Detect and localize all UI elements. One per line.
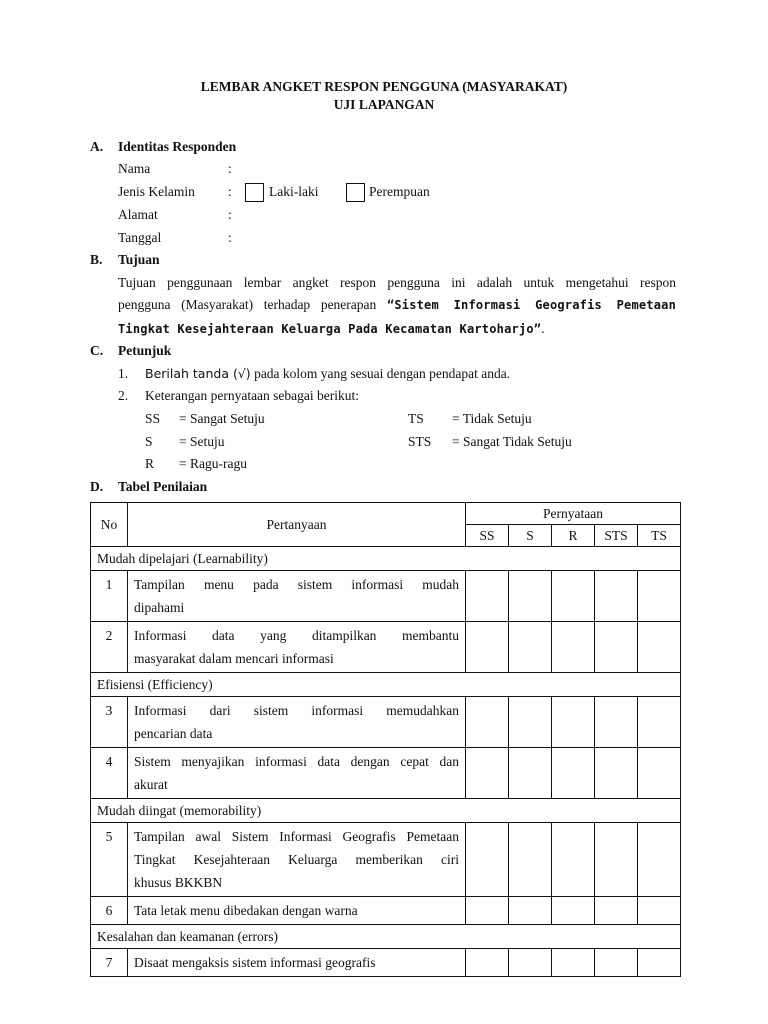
rating-cell[interactable] bbox=[509, 949, 552, 977]
row-question bbox=[128, 697, 466, 748]
rating-cell[interactable] bbox=[595, 571, 638, 622]
legend-meaning: = Tidak Setuju bbox=[452, 411, 532, 426]
row-number: 4 bbox=[91, 748, 128, 799]
question-line: pencarian data bbox=[134, 726, 213, 741]
table-header-rating: R bbox=[552, 525, 595, 547]
option-male-label: Laki-laki bbox=[269, 184, 319, 199]
rating-cell[interactable] bbox=[552, 748, 595, 799]
row-number: 5 bbox=[91, 823, 128, 897]
row-number: 3 bbox=[91, 697, 128, 748]
field-colon: : bbox=[228, 207, 232, 222]
group-title: Mudah diingat (memorability) bbox=[91, 799, 681, 823]
checkbox-female[interactable] bbox=[346, 183, 365, 202]
question-line: Informasi dari sistem informasi memudahkan bbox=[134, 703, 459, 718]
legend-code: R bbox=[145, 456, 155, 471]
rating-cell[interactable] bbox=[466, 949, 509, 977]
rating-cell[interactable] bbox=[552, 697, 595, 748]
rating-cell[interactable] bbox=[509, 697, 552, 748]
section-c-letter: C. bbox=[90, 343, 104, 358]
row-number: 7 bbox=[91, 949, 128, 977]
row-question bbox=[128, 949, 466, 977]
section-d-title: Tabel Penilaian bbox=[118, 479, 208, 494]
field-label-name: Nama bbox=[118, 161, 151, 176]
purpose-line-1: Tujuan penggunaan lembar angket respon pengguna ini adalah untuk mengetahui respon bbox=[118, 275, 676, 290]
field-colon: : bbox=[228, 184, 232, 199]
table-row bbox=[91, 697, 681, 748]
instruction-2: Keterangan pernyataan sebagai berikut: bbox=[145, 388, 360, 403]
group-title: Kesalahan dan keamanan (errors) bbox=[91, 925, 681, 949]
rating-cell[interactable] bbox=[638, 571, 681, 622]
question-line: khusus BKKBN bbox=[134, 875, 223, 890]
legend-code: SS bbox=[145, 411, 161, 426]
rating-cell[interactable] bbox=[466, 571, 509, 622]
rating-cell[interactable] bbox=[638, 949, 681, 977]
section-a-title: Identitas Responden bbox=[118, 139, 237, 154]
section-a-letter: A. bbox=[90, 139, 104, 154]
purpose-system-name-cont: Tingkat Kesejahteraan Keluarga Pada Kecamatan Kartoharjo” bbox=[118, 322, 542, 336]
row-question bbox=[128, 897, 466, 925]
purpose-text: pengguna (Masyarakat) terhadap penerapan bbox=[118, 297, 377, 312]
group-title: Efisiensi (Efficiency) bbox=[91, 673, 681, 697]
row-number: 1 bbox=[91, 571, 128, 622]
purpose-line-2 bbox=[118, 297, 676, 313]
instruction-1-text: pada kolom yang sesuai dengan pendapat anda. bbox=[254, 366, 511, 381]
table-row bbox=[91, 622, 681, 673]
row-question bbox=[128, 622, 466, 673]
rating-cell[interactable] bbox=[638, 622, 681, 673]
row-number: 2 bbox=[91, 622, 128, 673]
rating-cell[interactable] bbox=[552, 823, 595, 897]
row-number: 6 bbox=[91, 897, 128, 925]
document-title: LEMBAR ANGKET RESPON PENGGUNA (MASYARAKAT) bbox=[200, 79, 568, 94]
row-question bbox=[128, 571, 466, 622]
rating-cell[interactable] bbox=[638, 748, 681, 799]
table-group-row bbox=[91, 925, 681, 949]
rating-cell[interactable] bbox=[595, 697, 638, 748]
rating-cell[interactable] bbox=[595, 748, 638, 799]
section-d-letter: D. bbox=[90, 479, 104, 494]
rating-cell[interactable] bbox=[466, 622, 509, 673]
legend-code: STS bbox=[408, 434, 432, 449]
question-line: Informasi data yang ditampilkan membantu bbox=[134, 628, 459, 643]
rating-cell[interactable] bbox=[466, 748, 509, 799]
rating-cell[interactable] bbox=[509, 571, 552, 622]
field-label-date: Tanggal bbox=[118, 230, 162, 245]
section-b-title: Tujuan bbox=[118, 252, 160, 267]
rating-cell[interactable] bbox=[552, 897, 595, 925]
legend-code: TS bbox=[408, 411, 424, 426]
rating-cell[interactable] bbox=[552, 949, 595, 977]
rating-cell[interactable] bbox=[638, 697, 681, 748]
question-line: akurat bbox=[134, 777, 168, 792]
question-line: Tampilan menu pada sistem informasi mudah bbox=[134, 577, 459, 592]
question-line: Tata letak menu dibedakan dengan warna bbox=[134, 903, 358, 918]
legend-meaning: = Sangat Tidak Setuju bbox=[452, 434, 572, 449]
table-row bbox=[91, 748, 681, 799]
instruction-1 bbox=[145, 366, 510, 382]
field-colon: : bbox=[228, 161, 232, 176]
table-row bbox=[91, 897, 681, 925]
table-header-rating: SS bbox=[466, 525, 509, 547]
table-header-question: Pertanyaan bbox=[128, 503, 466, 547]
instruction-1-number: 1. bbox=[118, 366, 129, 381]
legend-meaning: = Sangat Setuju bbox=[179, 411, 265, 426]
section-b-letter: B. bbox=[90, 252, 103, 267]
option-female-label: Perempuan bbox=[369, 184, 430, 199]
purpose-period: . bbox=[541, 321, 545, 336]
table-row bbox=[91, 949, 681, 977]
rating-cell[interactable] bbox=[466, 823, 509, 897]
instruction-2-number: 2. bbox=[118, 388, 129, 403]
table-header-no: No bbox=[91, 503, 128, 547]
rating-cell[interactable] bbox=[638, 897, 681, 925]
table-group-row bbox=[91, 799, 681, 823]
rating-cell[interactable] bbox=[509, 823, 552, 897]
rating-cell[interactable] bbox=[509, 897, 552, 925]
table-group-row bbox=[91, 673, 681, 697]
legend-meaning: = Setuju bbox=[179, 434, 225, 449]
rating-cell[interactable] bbox=[595, 897, 638, 925]
rating-cell[interactable] bbox=[595, 622, 638, 673]
rating-cell[interactable] bbox=[638, 823, 681, 897]
rating-cell[interactable] bbox=[466, 897, 509, 925]
section-c-title: Petunjuk bbox=[118, 343, 172, 358]
rating-cell[interactable] bbox=[552, 571, 595, 622]
purpose-line-3 bbox=[118, 321, 545, 337]
rating-table bbox=[90, 502, 681, 977]
table-header-rating: STS bbox=[595, 525, 638, 547]
question-line: Tingkat Kesejahteraan Keluarga memberikan ciri bbox=[134, 852, 459, 867]
question-line: Sistem menyajikan informasi data dengan cepat dan bbox=[134, 754, 459, 769]
purpose-system-name: “Sistem Informasi Geografis Pemetaan bbox=[386, 298, 677, 312]
question-line: dipahami bbox=[134, 600, 185, 615]
legend-code: S bbox=[145, 434, 153, 449]
legend-meaning: = Ragu-ragu bbox=[179, 456, 247, 471]
row-question bbox=[128, 823, 466, 897]
field-label-address: Alamat bbox=[118, 207, 158, 222]
field-label-gender: Jenis Kelamin bbox=[118, 184, 195, 199]
question-line: Tampilan awal Sistem Informasi Geografis Pemetaan bbox=[134, 829, 459, 844]
document-subtitle: UJI LAPANGAN bbox=[333, 97, 435, 112]
group-title: Mudah dipelajari (Learnability) bbox=[91, 547, 681, 571]
rating-cell[interactable] bbox=[509, 622, 552, 673]
rating-cell[interactable] bbox=[466, 697, 509, 748]
table-row bbox=[91, 571, 681, 622]
instruction-1-mark: Berilah tanda (√) bbox=[145, 366, 251, 381]
table-group-row bbox=[91, 547, 681, 571]
question-line: Disaat mengaksis sistem informasi geografis bbox=[134, 955, 376, 970]
table-header-statement: Pernyataan bbox=[466, 503, 681, 525]
rating-cell[interactable] bbox=[509, 748, 552, 799]
table-header-rating: TS bbox=[638, 525, 681, 547]
table-row bbox=[91, 823, 681, 897]
question-line: masyarakat dalam mencari informasi bbox=[134, 651, 334, 666]
field-colon: : bbox=[228, 230, 232, 245]
rating-cell[interactable] bbox=[595, 949, 638, 977]
table-header-rating: S bbox=[509, 525, 552, 547]
checkbox-male[interactable] bbox=[245, 183, 264, 202]
row-question bbox=[128, 748, 466, 799]
rating-cell[interactable] bbox=[595, 823, 638, 897]
rating-cell[interactable] bbox=[552, 622, 595, 673]
